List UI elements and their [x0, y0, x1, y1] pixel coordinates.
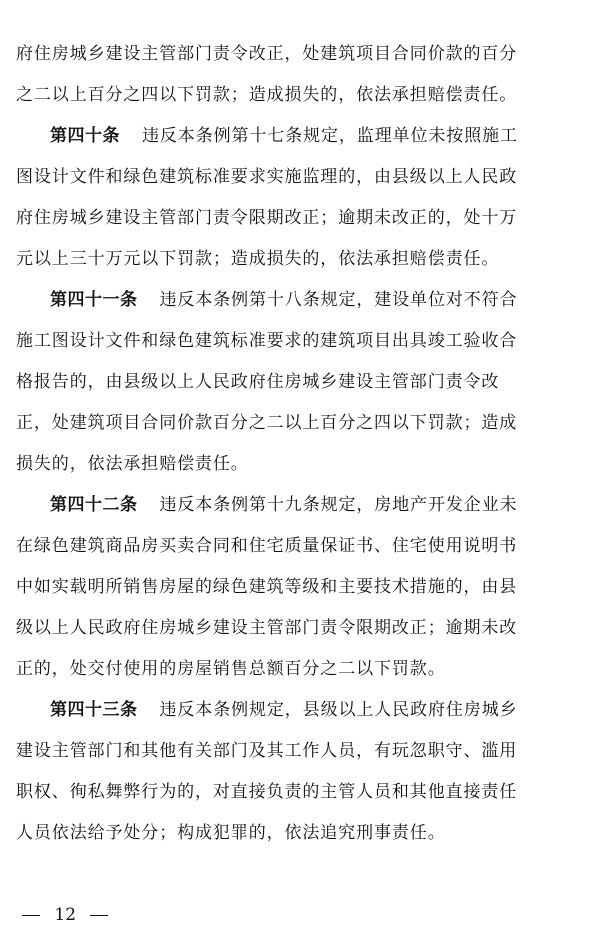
text-line: 府住房城乡建设主管部门责令限期改正；逾期未改正的，处十万	[16, 208, 518, 228]
text-line: 中如实载明所销售房屋的绿色建筑等级和主要技术措施的，由县	[16, 577, 518, 597]
text-line: 职权、徇私舞弊行为的，对直接负责的主管人员和其他直接责任	[16, 782, 518, 802]
article-42-heading: 第四十二条	[50, 495, 138, 515]
article-43-line: 第四十三条 违反本条例规定，县级以上人民政府住房城乡	[50, 700, 518, 720]
article-43-heading: 第四十三条	[50, 700, 138, 720]
text-line: 建设主管部门和其他有关部门及其工作人员，有玩忽职守、滥用	[16, 741, 518, 761]
text-line: 府住房城乡建设主管部门责令改正，处建筑项目合同价款的百分	[16, 44, 518, 64]
text-line: 图设计文件和绿色建筑标准要求实施监理的，由县级以上人民政	[16, 167, 518, 187]
page-number: 12	[54, 905, 77, 925]
page-footer	[22, 903, 108, 927]
text-line: 元以上三十万元以下罚款；造成损失的，依法承担赔偿责任。	[16, 249, 500, 269]
text-line: 正的，处交付使用的房屋销售总额百分之二以下罚款。	[16, 659, 446, 679]
text-line: 之二以上百分之四以下罚款；造成损失的，依法承担赔偿责任。	[16, 85, 518, 105]
article-41-line: 第四十一条 违反本条例第十八条规定，建设单位对不符合	[50, 290, 518, 310]
text-line: 人员依法给予处分；构成犯罪的，依法追究刑事责任。	[16, 823, 446, 843]
text-line: 级以上人民政府住房城乡建设主管部门责令限期改正；逾期未改	[16, 618, 518, 638]
article-40-line: 第四十条 违反本条例第十七条规定，监理单位未按照施工	[50, 126, 518, 146]
article-41-heading: 第四十一条	[50, 290, 138, 310]
text-line: 正，处建筑项目合同价款百分之二以上百分之四以下罚款；造成	[16, 413, 518, 433]
text-line: 损失的，依法承担赔偿责任。	[16, 454, 249, 474]
footer-dash-left	[22, 915, 40, 916]
text-line: 在绿色建筑商品房买卖合同和住宅质量保证书、住宅使用说明书	[16, 536, 518, 556]
article-42-line: 第四十二条 违反本条例第十九条规定，房地产开发企业未	[50, 495, 518, 515]
footer-dash-right	[90, 915, 108, 916]
text-line: 施工图设计文件和绿色建筑标准要求的建筑项目出具竣工验收合	[16, 331, 518, 351]
text-line: 格报告的，由县级以上人民政府住房城乡建设主管部门责令改	[16, 372, 500, 392]
article-40-heading: 第四十条	[50, 126, 120, 146]
